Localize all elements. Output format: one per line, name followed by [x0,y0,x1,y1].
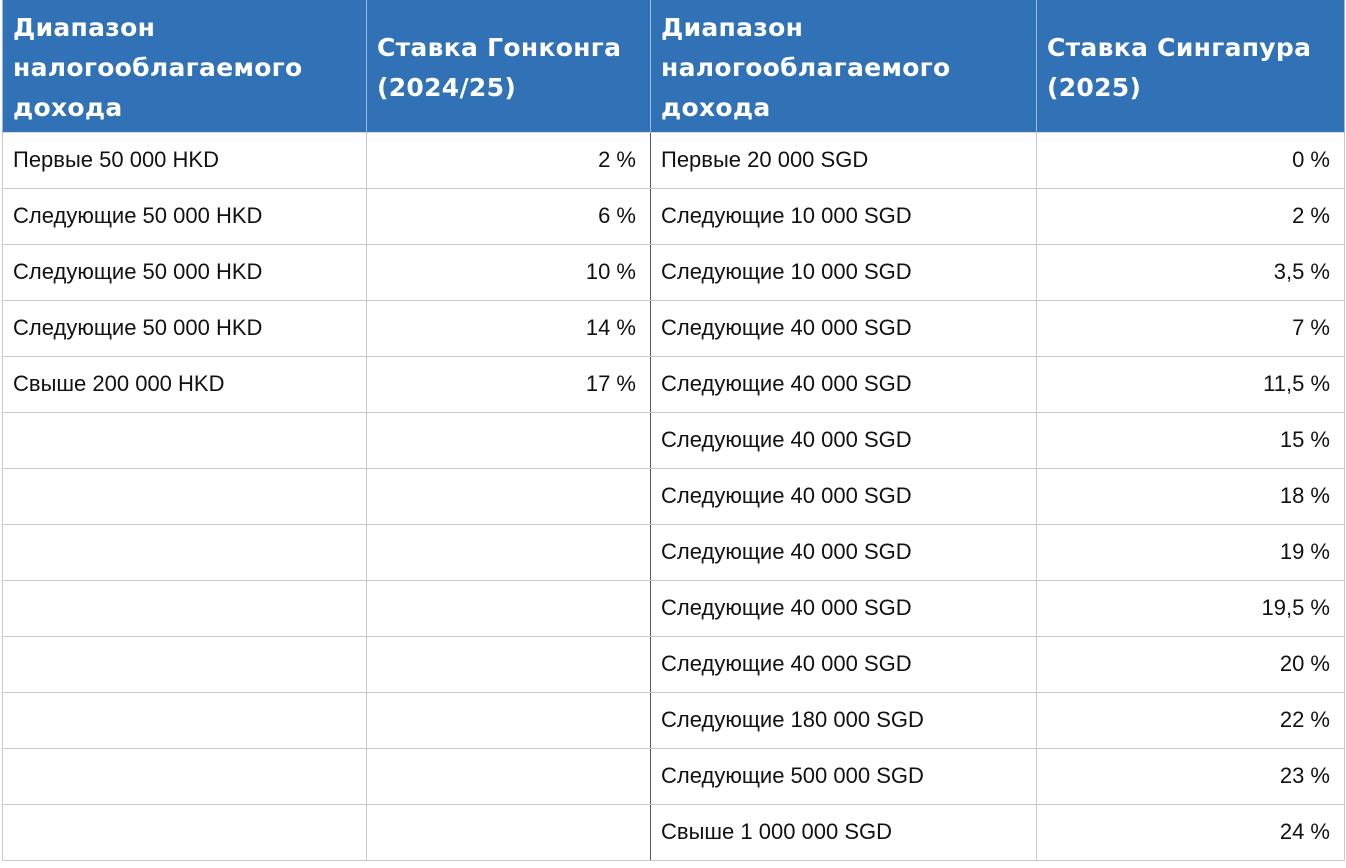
cell-sg-rate: 22 % [1037,692,1345,748]
cell-sg-band: Первые 20 000 SGD [651,132,1037,188]
table-row [3,748,1345,804]
cell-hk-rate: 6 % [367,188,651,244]
table-row [3,412,1345,468]
header-row [3,0,1345,132]
cell-hk-band [3,804,367,860]
cell-sg-rate: 0 % [1037,132,1345,188]
table-row [3,692,1345,748]
cell-hk-rate [367,580,651,636]
cell-hk-rate [367,804,651,860]
cell-sg-band: Следующие 10 000 SGD [651,244,1037,300]
cell-sg-band: Следующие 40 000 SGD [651,300,1037,356]
cell-hk-band [3,580,367,636]
cell-sg-band: Свыше 1 000 000 SGD [651,804,1037,860]
cell-sg-band: Следующие 10 000 SGD [651,188,1037,244]
table-header [3,0,1345,132]
cell-hk-band [3,468,367,524]
cell-hk-rate [367,468,651,524]
cell-sg-rate: 23 % [1037,748,1345,804]
cell-sg-rate: 19,5 % [1037,580,1345,636]
cell-sg-rate: 3,5 % [1037,244,1345,300]
cell-hk-band: Свыше 200 000 HKD [3,356,367,412]
cell-sg-band: Следующие 40 000 SGD [651,468,1037,524]
cell-hk-band: Следующие 50 000 HKD [3,300,367,356]
cell-hk-rate: 10 % [367,244,651,300]
cell-hk-band: Следующие 50 000 HKD [3,244,367,300]
header-sg-rate: Ставка Сингапура (2025) [1037,0,1345,132]
cell-hk-rate: 17 % [367,356,651,412]
cell-hk-band [3,636,367,692]
cell-hk-band: Следующие 50 000 HKD [3,188,367,244]
cell-sg-rate: 2 % [1037,188,1345,244]
cell-hk-band: Первые 50 000 HKD [3,132,367,188]
cell-sg-band: Следующие 40 000 SGD [651,524,1037,580]
cell-sg-rate: 18 % [1037,468,1345,524]
header-hk-band: Диапазон налогооблагаемого дохода [3,0,367,132]
cell-hk-band [3,748,367,804]
cell-hk-rate [367,524,651,580]
cell-sg-rate: 11,5 % [1037,356,1345,412]
table-body [3,132,1345,860]
cell-sg-rate: 24 % [1037,804,1345,860]
cell-sg-band: Следующие 40 000 SGD [651,412,1037,468]
cell-sg-rate: 15 % [1037,412,1345,468]
table-row [3,356,1345,412]
table-row [3,300,1345,356]
cell-hk-rate: 14 % [367,300,651,356]
tax-rates-table [2,0,1345,861]
header-sg-band: Диапазон налогооблагаемого дохода [651,0,1037,132]
table-row [3,580,1345,636]
cell-sg-band: Следующие 180 000 SGD [651,692,1037,748]
cell-hk-band [3,412,367,468]
header-hk-rate: Ставка Гонконга (2024/25) [367,0,651,132]
table-row [3,468,1345,524]
cell-hk-rate [367,412,651,468]
cell-hk-rate: 2 % [367,132,651,188]
cell-sg-rate: 7 % [1037,300,1345,356]
cell-sg-band: Следующие 40 000 SGD [651,580,1037,636]
table-row [3,244,1345,300]
table-row [3,524,1345,580]
cell-hk-rate [367,636,651,692]
cell-sg-rate: 19 % [1037,524,1345,580]
cell-sg-band: Следующие 40 000 SGD [651,356,1037,412]
cell-sg-rate: 20 % [1037,636,1345,692]
table-row [3,804,1345,860]
cell-hk-rate [367,748,651,804]
table-row [3,132,1345,188]
table-row [3,188,1345,244]
cell-hk-band [3,524,367,580]
cell-hk-band [3,692,367,748]
cell-sg-band: Следующие 500 000 SGD [651,748,1037,804]
table-row [3,636,1345,692]
cell-sg-band: Следующие 40 000 SGD [651,636,1037,692]
cell-hk-rate [367,692,651,748]
